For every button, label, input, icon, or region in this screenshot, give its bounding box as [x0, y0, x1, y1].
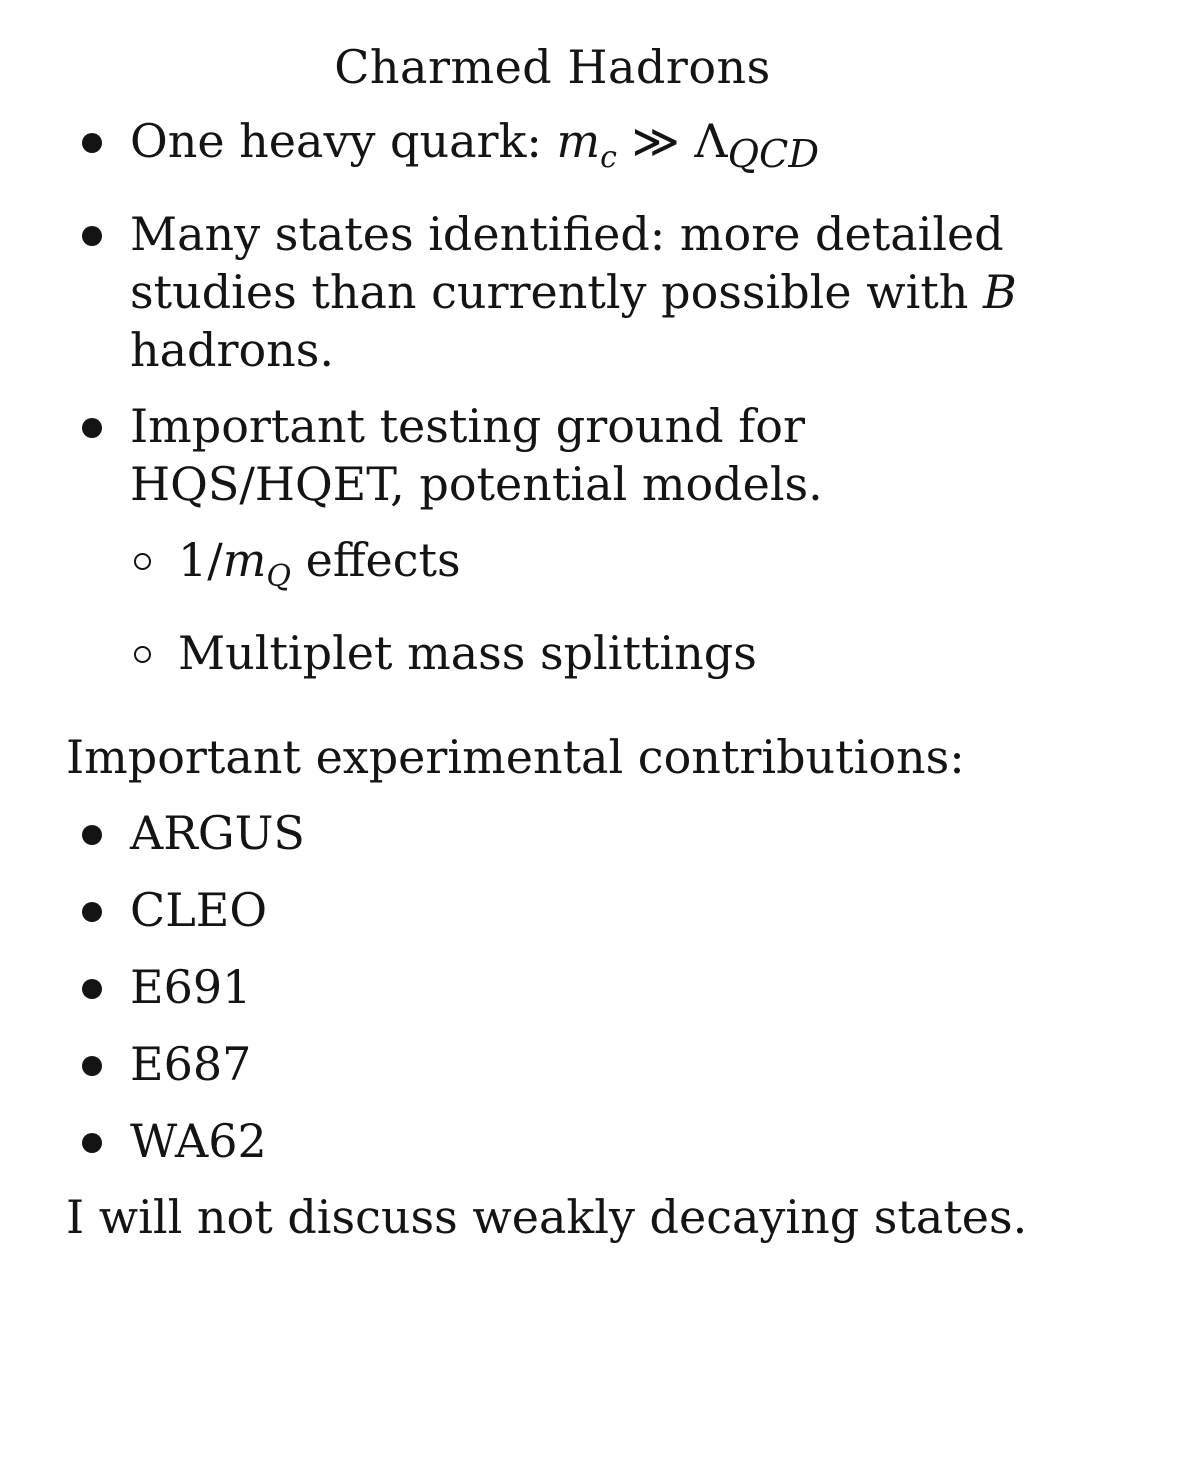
math-much-greater: ≫	[616, 114, 695, 168]
experiment-item: E687	[78, 1035, 305, 1093]
bullet-many-states	[78, 205, 1078, 379]
math-subscript-qcd: QCD	[727, 132, 820, 178]
bullet-dot-icon	[82, 133, 102, 153]
bullet-heavy-quark	[78, 112, 1078, 187]
math-m: $m_c$	[556, 114, 617, 175]
subitem-mq-effects	[130, 531, 1078, 606]
bullet-dot-icon	[82, 1133, 102, 1153]
subitem-text: effects	[291, 533, 461, 587]
experiments-heading: Important experimental contributions:	[66, 730, 965, 784]
closing-statement: I will not discuss weakly decaying states.	[66, 1190, 1028, 1244]
math-mq: $m_Q$	[222, 533, 291, 594]
subitem-text: Multiplet mass splittings	[178, 626, 757, 680]
experiment-item: WA62	[78, 1112, 305, 1170]
main-bullet-list	[78, 112, 1078, 700]
math-subscript-q: Q	[266, 559, 291, 594]
math-subscript-c: c	[600, 140, 617, 175]
bullet-dot-icon	[82, 825, 102, 845]
bullet-dot-icon	[82, 418, 102, 438]
math-b: B	[983, 265, 1017, 319]
bullet-text: One heavy quark:	[130, 114, 557, 168]
bullet-text: Many states identified: more detailed studies than currently possible with	[130, 207, 1004, 319]
experiment-item: ARGUS	[78, 804, 305, 862]
circle-bullet-icon	[134, 646, 151, 663]
math-one-over: 1/	[178, 533, 223, 587]
bullet-dot-icon	[82, 1056, 102, 1076]
bullet-dot-icon	[82, 979, 102, 999]
bullet-text: Important testing ground for HQS/HQET, potential models.	[130, 399, 823, 511]
experiments-list	[78, 804, 305, 1189]
bullet-dot-icon	[82, 902, 102, 922]
slide-title: Charmed Hadrons	[334, 40, 771, 94]
subitem-mass-splittings	[130, 624, 1078, 682]
sub-bullet-list	[130, 531, 1078, 682]
experiment-item: CLEO	[78, 881, 305, 939]
bullet-testing-ground	[78, 397, 1078, 682]
experiment-item: E691	[78, 958, 305, 1016]
bullet-dot-icon	[82, 226, 102, 246]
bullet-text-tail: hadrons.	[130, 323, 335, 377]
math-lambda: $\Lambda_{QCD}$	[694, 114, 820, 178]
circle-bullet-icon	[134, 553, 151, 570]
